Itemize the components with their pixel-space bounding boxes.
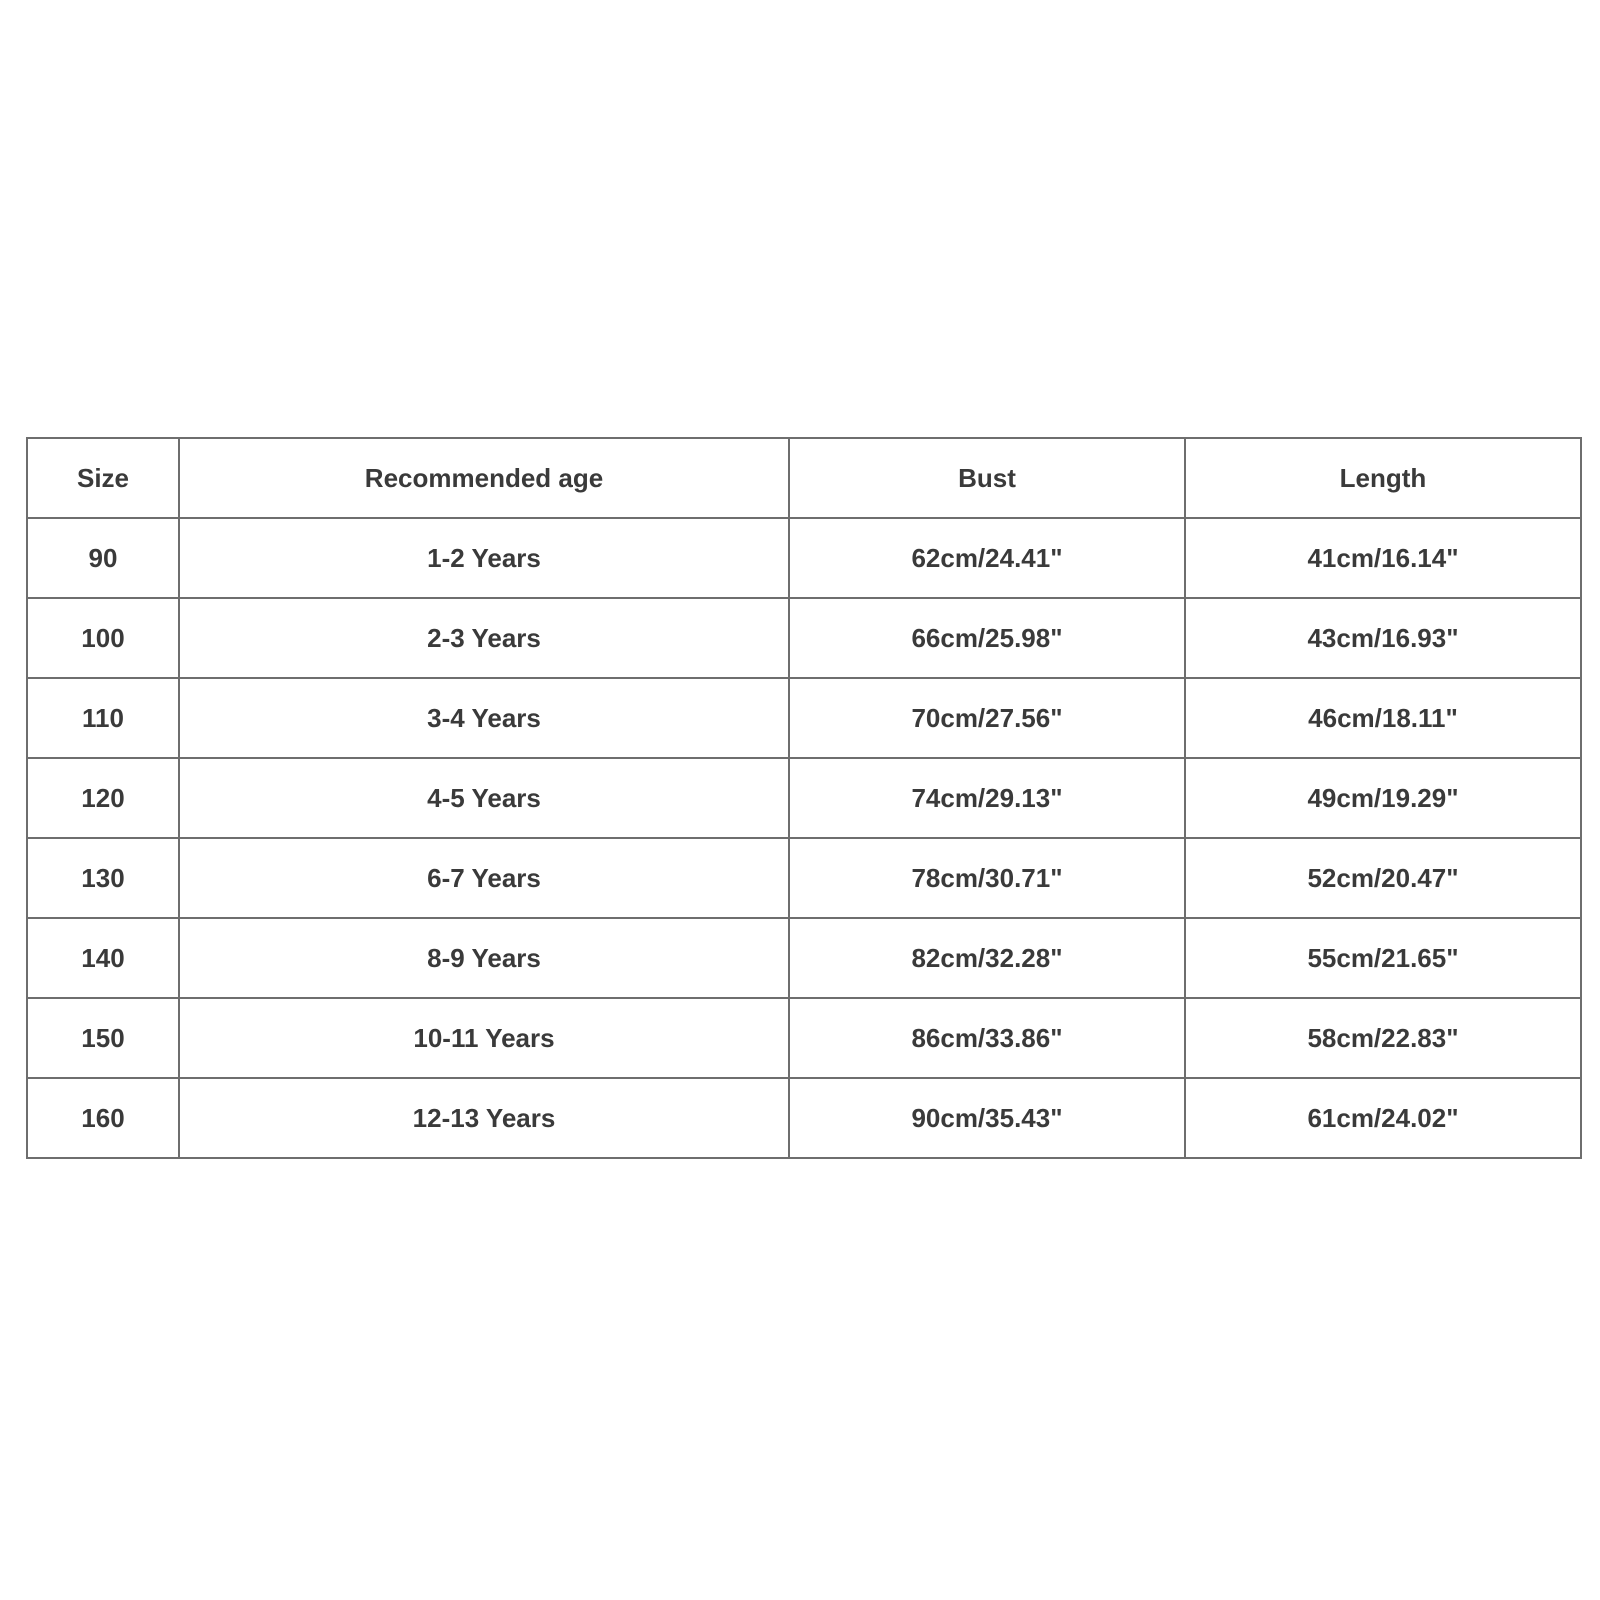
- cell-length: 58cm/22.83": [1185, 998, 1581, 1078]
- table-row: [27, 758, 1581, 838]
- cell-age: 2-3 Years: [179, 598, 789, 678]
- cell-length: 55cm/21.65": [1185, 918, 1581, 998]
- header-size: Size: [27, 438, 179, 518]
- cell-age: 3-4 Years: [179, 678, 789, 758]
- header-bust: Bust: [789, 438, 1185, 518]
- table-row: [27, 838, 1581, 918]
- cell-length: 41cm/16.14": [1185, 518, 1581, 598]
- table-row: [27, 1078, 1581, 1158]
- cell-size: 90: [27, 518, 179, 598]
- cell-size: 110: [27, 678, 179, 758]
- table-row: [27, 518, 1581, 598]
- cell-length: 52cm/20.47": [1185, 838, 1581, 918]
- header-row: [27, 438, 1581, 518]
- cell-bust: 62cm/24.41": [789, 518, 1185, 598]
- cell-bust: 70cm/27.56": [789, 678, 1185, 758]
- cell-age: 12-13 Years: [179, 1078, 789, 1158]
- cell-length: 49cm/19.29": [1185, 758, 1581, 838]
- size-chart-table: [26, 437, 1582, 1159]
- table-row: [27, 678, 1581, 758]
- cell-bust: 78cm/30.71": [789, 838, 1185, 918]
- cell-age: 10-11 Years: [179, 998, 789, 1078]
- cell-bust: 90cm/35.43": [789, 1078, 1185, 1158]
- cell-bust: 82cm/32.28": [789, 918, 1185, 998]
- cell-bust: 74cm/29.13": [789, 758, 1185, 838]
- cell-age: 4-5 Years: [179, 758, 789, 838]
- cell-size: 100: [27, 598, 179, 678]
- cell-size: 120: [27, 758, 179, 838]
- table-row: [27, 598, 1581, 678]
- cell-age: 1-2 Years: [179, 518, 789, 598]
- size-chart-header: [27, 438, 1581, 518]
- cell-length: 46cm/18.11": [1185, 678, 1581, 758]
- cell-length: 61cm/24.02": [1185, 1078, 1581, 1158]
- cell-age: 6-7 Years: [179, 838, 789, 918]
- table-row: [27, 998, 1581, 1078]
- cell-size: 140: [27, 918, 179, 998]
- cell-size: 130: [27, 838, 179, 918]
- header-length: Length: [1185, 438, 1581, 518]
- cell-size: 160: [27, 1078, 179, 1158]
- size-chart-body: [27, 518, 1581, 1158]
- header-recommended-age: Recommended age: [179, 438, 789, 518]
- cell-bust: 86cm/33.86": [789, 998, 1185, 1078]
- cell-size: 150: [27, 998, 179, 1078]
- cell-length: 43cm/16.93": [1185, 598, 1581, 678]
- cell-age: 8-9 Years: [179, 918, 789, 998]
- cell-bust: 66cm/25.98": [789, 598, 1185, 678]
- table-row: [27, 918, 1581, 998]
